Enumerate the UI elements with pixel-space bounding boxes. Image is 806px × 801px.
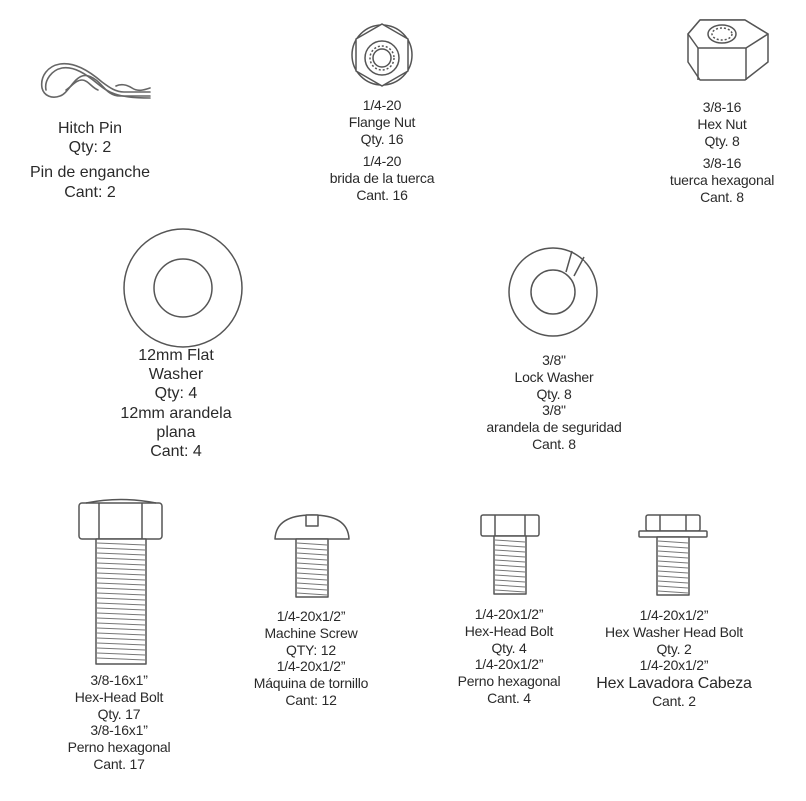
thread-line	[495, 555, 525, 557]
thread-line	[658, 541, 688, 543]
machine-screw-qty: QTY: 12	[286, 641, 336, 658]
hex-nut-size-es: 3/8-16	[702, 155, 742, 172]
thread-line	[97, 593, 145, 595]
hex-nut-qty-es: Cant. 8	[700, 188, 744, 205]
thread-line	[97, 653, 145, 655]
thread-line	[658, 556, 688, 558]
hitch-pin-name: Hitch Pin	[57, 120, 123, 137]
hex-bolt-small-qty: Qty. 4	[491, 639, 527, 656]
hex-bolt-small-qty-es: Cant. 4	[487, 689, 531, 706]
hex-bolt-large-size: 3/8-16x1”	[90, 672, 148, 688]
thread-line	[658, 546, 688, 548]
thread-line	[297, 543, 327, 545]
flat-washer-name-line1: 12mm Flat	[138, 347, 214, 364]
thread-line	[97, 618, 145, 620]
hex-bolt-large-qty: Qty. 17	[97, 705, 141, 722]
thread-line	[297, 558, 327, 560]
hitch-pin-qty-es: Cant: 2	[64, 183, 116, 201]
thread-line	[495, 585, 525, 587]
flat-washer-qty: Qty: 4	[154, 385, 198, 403]
hex-nut-name-es: tuerca hexagonal	[669, 172, 775, 189]
thread-line	[658, 581, 688, 583]
thread-line	[97, 548, 145, 550]
hex-bolt-large-size-es: 3/8-16x1”	[90, 722, 148, 739]
thread-line	[97, 588, 145, 590]
machine-screw-qty-es: Cant: 12	[285, 691, 337, 708]
thread-line	[658, 571, 688, 573]
thread-line	[97, 623, 145, 625]
thread-line	[97, 638, 145, 640]
hex-bolt-large-name-es: Perno hexagonal	[67, 739, 171, 756]
thread-line	[495, 545, 525, 547]
thread-line	[495, 560, 525, 562]
hex-nut-size: 3/8-16	[702, 99, 742, 115]
thread-line	[97, 568, 145, 570]
thread-line	[297, 548, 327, 550]
thread-line	[297, 593, 327, 595]
flat-washer-qty-es: Cant: 4	[150, 442, 202, 460]
thread-line	[297, 553, 327, 555]
machine-screw-name-es: Máquina de tornillo	[253, 675, 369, 692]
hex-bolt-large-qty-es: Cant. 17	[93, 755, 145, 772]
thread-line	[97, 553, 145, 555]
flange-nut-name: Flange Nut	[348, 113, 416, 130]
thread-line	[495, 550, 525, 552]
flange-nut-size-es: 1/4-20	[362, 153, 402, 170]
lock-washer-qty-es: Cant. 8	[532, 435, 576, 452]
hex-washer-bolt-qty: Qty. 2	[656, 640, 692, 657]
thread-line	[658, 551, 688, 553]
thread-line	[297, 588, 327, 590]
thread-line	[658, 561, 688, 563]
thread-line	[495, 575, 525, 577]
machine-screw-size-es: 1/4-20x1/2”	[276, 658, 346, 675]
flange-nut-name-es: brida de la tuerca	[329, 170, 435, 187]
flange-nut-qty: Qty. 16	[360, 130, 404, 147]
thread-line	[97, 603, 145, 605]
thread-line	[97, 648, 145, 650]
thread-line	[97, 628, 145, 630]
lock-washer-size-es: 3/8"	[542, 402, 566, 419]
hex-bolt-small-name-es: Perno hexagonal	[457, 673, 561, 690]
thread-line	[495, 570, 525, 572]
thread-line	[97, 543, 145, 545]
thread-line	[658, 586, 688, 588]
thread-line	[97, 558, 145, 560]
thread-line	[97, 608, 145, 610]
hex-bolt-small-size: 1/4-20x1/2”	[474, 606, 544, 622]
thread-line	[97, 578, 145, 580]
hex-washer-bolt-name: Hex Washer Head Bolt	[605, 623, 743, 640]
thread-line	[97, 633, 145, 635]
thread-line	[658, 576, 688, 578]
hex-washer-bolt-size: 1/4-20x1/2”	[639, 607, 709, 623]
hex-washer-bolt-name-es: Hex Lavadora Cabeza	[596, 675, 752, 693]
hex-nut-name: Hex Nut	[697, 115, 747, 132]
thread-line	[658, 591, 688, 593]
thread-line	[97, 598, 145, 600]
lock-washer-name-es: arandela de seguridad	[486, 419, 622, 436]
thread-line	[495, 580, 525, 582]
lock-washer-name: Lock Washer	[514, 368, 594, 385]
thread-line	[297, 573, 327, 575]
machine-screw-name: Machine Screw	[264, 624, 358, 641]
flange-nut-size: 1/4-20	[362, 97, 402, 113]
hex-nut-qty: Qty. 8	[704, 132, 740, 149]
hex-washer-bolt-qty-es: Cant. 2	[652, 693, 696, 710]
hitch-pin-name-es: Pin de enganche	[29, 164, 151, 182]
flat-washer-name-es-line1: 12mm arandela	[120, 404, 232, 422]
thread-line	[297, 583, 327, 585]
flat-washer-name-line2: Washer	[148, 366, 204, 384]
thread-line	[97, 613, 145, 615]
flat-washer-name-es-line2: plana	[156, 423, 196, 441]
thread-line	[297, 568, 327, 570]
thread-line	[97, 563, 145, 565]
thread-line	[97, 583, 145, 585]
thread-line	[495, 565, 525, 567]
hex-washer-bolt-size-es: 1/4-20x1/2”	[639, 657, 709, 674]
hex-bolt-large-name: Hex-Head Bolt	[74, 688, 164, 705]
hex-bolt-small-name: Hex-Head Bolt	[464, 622, 554, 639]
hitch-pin-qty: Qty: 2	[68, 139, 112, 157]
thread-line	[297, 563, 327, 565]
lock-washer-qty: Qty. 8	[536, 385, 572, 402]
lock-washer-size: 3/8"	[542, 352, 566, 368]
thread-line	[97, 643, 145, 645]
machine-screw-size: 1/4-20x1/2”	[276, 608, 346, 624]
thread-line	[297, 578, 327, 580]
thread-line	[97, 658, 145, 660]
thread-line	[658, 566, 688, 568]
flange-nut-qty-es: Cant. 16	[356, 186, 408, 203]
hex-bolt-small-size-es: 1/4-20x1/2”	[474, 656, 544, 673]
thread-line	[97, 573, 145, 575]
thread-line	[495, 540, 525, 542]
thread-line	[495, 590, 525, 592]
